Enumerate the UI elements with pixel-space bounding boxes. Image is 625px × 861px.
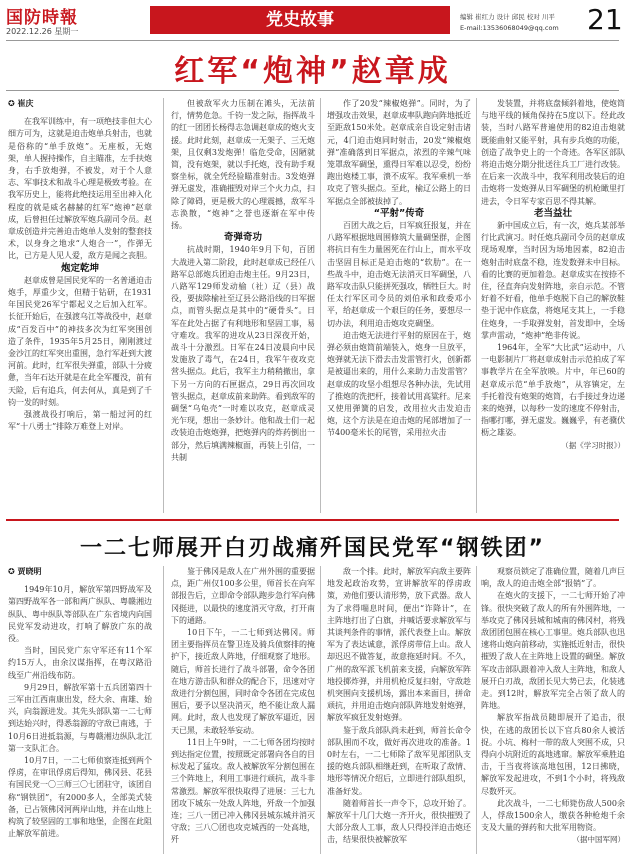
paragraph: 新中国成立后，有一次，炮兵某部举行比武演习。时任炮兵副司令员的赵章成现场观摩，当时因为场地因素，82迫击炮射击时底盘不稳，连发数弹未中目标。看的比赛的更加着急。赵章成实在按捺不住，径直奔向发射阵地，亲自示范。不管好着不好看，他单手炮脱下自己的解放鞋垫于泥中作底盘，将炮尾支其上，一手稳住炮身，一手取弹发射，首发即中，全场掌声雷动，“炮神”绝非传说。: [481, 221, 625, 340]
story1-col2b-text: [171, 244, 315, 464]
paragraph: 解放军指战员随即展开了追击，很快，在逃的敌团长以下官兵80余人被活捉。小坑、梅村一带的敌人突围不成，只得向小坑附近的高地逃窜。解放军乘胜追击，于当夜将该高地包围，12日拂晓，解放军发起进攻，不到1个小时，将残敌尽数歼灭。: [481, 713, 625, 796]
issue-date: 2022.12.26 星期一: [6, 27, 79, 36]
paragraph: 在炮火的支援下，一二七师开始了冲锋。很快突破了敌人的所有外围阵地，一举攻克了佛冈县城和城南的佛冈村，将残敌团团包围在核心工事里。炮兵部队也迅速将山炮向前移动，实施抵近射击，很快摧毁了敌人在主阵地上设置的碉堡。解放军攻击部队跟着冲入敌人主阵地，和敌人展开白刃战，敌团长见大势已去，化装逃走。到12时，解放军完全占领了敌人的阵地。: [481, 591, 625, 711]
story1-headline-rule: [6, 90, 619, 91]
paragraph: 强渡战役打响后，第一船过河的红军“十八勇士”排除万难登上对岸。: [8, 410, 152, 432]
paragraph: 迫击炮无法进行平射的原因在于，炮弹必须由炮筒前端装入，炮身一旦放平，炮弹就无法下滑去击发雷管打火，创新都是被逼出来的，用什么来助力击发雷管？赵章成的攻坚小组想尽各种办法，先试用了推炮的洗把杆，接着试用高粱秆。尼来又使用弹簧的启发，改用拉火击发迫击炮，这个方法是在迫击炮的尾部增加了一节400毫米长的尾管，采用拉火击: [327, 330, 471, 438]
paragraph: 当时，国民党广东守军还有11个军约15万人，由余汉谋指挥，在粤汉路沿线至广州沿线布防。: [8, 646, 152, 680]
story1-column-4: [481, 98, 625, 452]
story2-col2-text: [171, 566, 315, 847]
column-divider: [476, 98, 477, 513]
story2-column-1: [8, 566, 152, 840]
paragraph: 此次战斗，一二七师毙伤敌人500余人，俘敌1500余人，缴获各种枪炮千余支及大量的弹药和大批军用物资。: [481, 798, 625, 833]
paragraph: 9月29日，解放军第十五兵团第四十三军由江西南康出发，经大余、南雄、始兴，向翁源进发。其先头部队第一二七师到达始兴时，得悉翁源的守敌已南逃，于10月6日进抵翁源，与粤赣湘边纵队北江第一支队汇合。: [8, 682, 152, 753]
column-divider: [476, 566, 477, 854]
story1-col1-text: [8, 116, 152, 262]
section-title: 党史故事: [266, 10, 334, 30]
paragraph: 10日下午，一二七师到达佛冈。师团主要指挥员在警卫连及骑兵侦察排的掩护下，接近敌人阵地，仔细观察了地形。随后，师首长进行了战斗部署，命令各团在地方游击队和群众的配合下，迅速对守敌进行分割包围，同时命令各团在完成包围后，要予以坚决消灭，绝不能让敌人漏网。此时，敌人也发现了解放军逼近，因天已黑，未敢轻举妄动。: [171, 628, 315, 735]
editors-credit: 编辑 崔红力 设计 邱民 校对 川平: [460, 13, 555, 21]
story1-col4b-text: [481, 220, 625, 440]
paragraph: 鉴于敌兵部队尚未赶到，师首长命令部队围而不攻，做好再次进攻的准备。10时左右，一二七师除了敌军见部团队支援的炮兵部队相继赶到，在听取了敌情、地形等情况介绍后，立即进行部队组织，准备好发。: [327, 725, 471, 796]
story1-column-3: [327, 98, 471, 440]
story2-col3-text: [327, 566, 471, 847]
story1-col3-text: [327, 98, 471, 208]
story2-column-2: [171, 566, 315, 847]
paragraph: 敌一个排。此时，解放军向敌主要阵地发起政治攻势，宣讲解放军的俘虏政策，劝他们要认清形势，放下武器。敌人为了求得喘息时间，便出“诈降计”，在主阵地打出了白旗，并喊话要求解放军与其谈判条件的事情，派代表登上山。解放军为了表达诚意，派俘虏带信上山。敌人却迟迟不做答复，故意拖延时间。不久，广州的敌军派飞机前来支援，向解放军阵地投掷炸弹，并用机枪反复扫射，守敌趁机突围向支援机场，露出本来面目，拼命顽抗，并用迫击炮向部队阵地发射炮弹，解放军疯狂发射炮弹。: [327, 567, 471, 723]
story2-column-3: [327, 566, 471, 847]
paragraph: 11日上午9时，一二七师各团均按时到达指定位置，按照既定部署向各自的目标发起了猛攻。敌人被解放军分割包围在三个阵地上，利用工事进行顽抗，战斗非常激烈。解放军很快取得了进展：三七九团攻下城东一处敌人阵地，歼敌一个加强连；三八一团已冲入佛冈县城东城并消灭守敌；三八〇团也攻克城西的一处高地，歼: [171, 737, 315, 845]
paragraph: 观察员锁定了准确位置，随着几声巨响，敌人的迫击炮全部“报销”了。: [481, 567, 625, 589]
story1-col4-text: [481, 98, 625, 208]
newspaper-logo: 国防時報: [6, 8, 78, 28]
story1-subhead-1: 炮定乾坤: [60, 262, 99, 274]
story1-credit: （据《学习时报》）: [561, 440, 625, 450]
contact-email: E-mail:13536068049@qq.com: [460, 24, 559, 32]
paragraph: 赵章成曾是国民党军的一名普通迫击炮手，厚重少文，但精于钻研，在1931年国民党26军宁都起义之后加入红军。长征开始后，在强渡乌江等战役中，赵章成“百发百中”的神技多次为红军突围创造了条件，1935年5月25日，刚刚渡过金沙江的红军突出重围，急行军赶到大渡河前。此时，红军很失弹重，部队十分疲惫，当年石达开就是在此全军覆没，前有天险，后有追兵，何去何从，真是到了千钧一发的时刻。: [8, 275, 152, 407]
column-divider: [163, 98, 164, 513]
story1-byline: ✪ 崔庆: [8, 99, 34, 108]
paragraph: 1964年，全军“大比武”运动中，八一电影制片厂将赵章成射击示范拍成了军事教学片在全军放映。片中，年已60的赵章成示范“单手放炮”，从容镇定，左手托着没有炮架的炮筒，右手接过身边递来的炮弹，以每秒一发的速度不停射击，指哪打哪，弹无虚发。巍巍乎，有老骥伏枥之雄姿。: [481, 343, 625, 438]
paragraph: 发装置，并将底盘倾斜着地，使炮筒与地平线的倾角保持在5度以下。经此改装，当时八路军普遍使用的82迫击炮就既能曲射又能平射，具有步兵炮的功能，创造了战争史上的一个奇迹。各军区部队将迫击炮分期分批送往兵工厂进行改装。在后来一次战斗中，我军利用改装后的迫击炮将一发炮弹从日军碉堡的机枪瞰里打进去，令日军专家百思不得其解。: [481, 99, 625, 206]
paragraph: 抗战时期，1940年9月下旬，百团大战进入第二阶段，此时赵章成已经任八路军总部炮兵团迫击炮主任。9月23日，八路军129师发动榆（社）辽（县）战役，要拔除榆社至辽县公路沿线的日军据点，而管头据点是其中的“硬骨头”。日军在此处占据了有利地形和坚固工事，易守难攻。我军的进攻从23日深夜开始，战斗十分激烈。日军在24日凌晨向中民发施放了毒气，在24日，我军午夜攻克营头据点。此后，我军主力稍稍撤出，拿下另一方向的石匣据点，29日再次回攻管头据点，赵章成前来助阵。看到敌军的碉堡“乌龟壳”一时难以攻克，赵章成灵光乍现，想出一条妙计。他和战士们一起改装迫击炮炮弹，把炮弹内的炸药倒出一部分，然后填满辣椒面，再装上引信，一共制: [171, 245, 315, 462]
paragraph: 作了20发“辣椒炮弹”。同时，为了增强攻击效果，赵章成率队跑向阵地抵近至距敌150米处。赵章成亲自设定射击诸元，4门迫击炮同时射击，20发“辣椒炮弹”准确落到日军据点，浓烈的辛辣气味笼罩敌军碉堡，熏得日军难以忍受，纷纷跑出炮楼工事，溃不成军。我军乘机一举攻克了管头据点。至此，榆辽公路上的日军据点全部被拔掉了。: [327, 99, 471, 206]
column-divider: [320, 98, 321, 513]
story1-column-2: [171, 98, 315, 464]
paragraph: 10月7日，一二七师侦察连抵到两个俘虏，在审讯俘虏后得知，佛冈县、花县有国民党一〇三师三〇七团驻守，该团自称“钢铁团”，有2000多人，全部美式装备，已占领佛冈河两岸山地，并在山地上构筑了较坚固的工事和地堡，企图在此阻止解放军前进。: [8, 756, 152, 839]
story2-column-4: [481, 566, 625, 847]
paragraph: 鉴于佛冈是敌人在广州外围的重要据点，距广州仅100多公里，师首长在向军部报告后，立即命令部队跑步急行军向佛冈挺进，以最快的速度消灭守敌，打开南下的通路。: [171, 567, 315, 625]
story1-col3b-text: [327, 220, 471, 440]
story1-headline: 红军“炮神”赵章成: [174, 54, 451, 89]
paragraph: 随着师首长一声令下，总攻开始了。解放军十几门大炮一齐开火，很快摧毁了大部分敌人工事，敌人只得投洋迫击炮还击，结果很快被解放军: [327, 798, 471, 845]
story2-col1-text: [8, 584, 152, 840]
column-divider: [320, 566, 321, 854]
story1-col1b-text: [8, 275, 152, 434]
paragraph: 在我军训练中，有一项绝技非但大心细方可为，这就是迫击炮单兵射击，也就是俗称的“单手放炮”。无座板，无炮架，单人握持操作，自主瞄准，左手扶炮身，右手放炮弹，不被发，对于个人意志、军事技术和战斗心理是极致考验。在我军历史上，能将此绝技运用至出神入化程度的就是威名赫赫的红军“炮神”赵章成，后曾担任过解放军炮兵副司令员。赵章成创造并完善迫击炮单人发射的整套技术，以身身之地求“人炮合一”，作弹无比，已方是人见人爱，敌方是闻之丧胆。: [8, 117, 152, 261]
paragraph: 1949年10月，解放军第四野战军及第四野战军各一部和两广纵队、粤赣湘边纵队、粤中纵队等部队在广东省境内向国民党军发动进攻，打响了解放广东的战役。: [8, 585, 152, 644]
story1-subhead-4: 老当益壮: [533, 207, 572, 219]
story1-column-1: [8, 98, 152, 433]
story2-byline: ✪ 贾晓明: [8, 567, 42, 576]
column-divider: [163, 566, 164, 854]
story-separator: [6, 519, 619, 521]
story1-col2-text: [171, 98, 315, 232]
header-rule: [6, 40, 619, 41]
story1-subhead-2: 奇弹奇功: [223, 232, 262, 244]
masthead: [0, 0, 625, 40]
story2-credit: （据中国军网）: [572, 835, 625, 845]
story2-col4-text: [481, 566, 625, 834]
story2-headline: 一二七师展开白刃战痛歼国民党军“钢铁团”: [80, 536, 545, 561]
story1-subhead-3: “平射”传奇: [373, 207, 425, 219]
paragraph: 但被敌军火力压制在滩头，无法前行，情势危急。千钧一发之际，指挥战斗的红一团团长杨得志急调赵章成的炮火支援。此时此刻，赵章成一无架子、三无炮架，且仅剩3发炮弹！临危受命，因陋就简，没有炮架，就以手托炮，没有助手观察坐标，就全凭经验瞄准射击。3发炮弹弹无虚发，准确摧毁对岸三个火力点，扫除了障碍，更是极大的心理震撼，敌军斗志涣散，“炮神”之誉也逐渐在军中传扬。: [171, 99, 315, 231]
paragraph: 百团大战之后，日军疯狂报复，并在八路军根据地周围修筑大量碉堡群，企图将抗日有生力量困死在行山上，而水平攻击坚固目标正是迫击炮的“软肋”。在一些战斗中，迫击炮无法消灭日军碉堡，八路军攻击队只能拼死强攻，牺牲巨大。时任太行军区司令员的刘伯承和政委邓小平，给赵章成一个艰巨的任务，要想尽一切办法，利用迫击炮攻克碉堡。: [327, 221, 471, 328]
page-number: 21: [587, 3, 623, 36]
